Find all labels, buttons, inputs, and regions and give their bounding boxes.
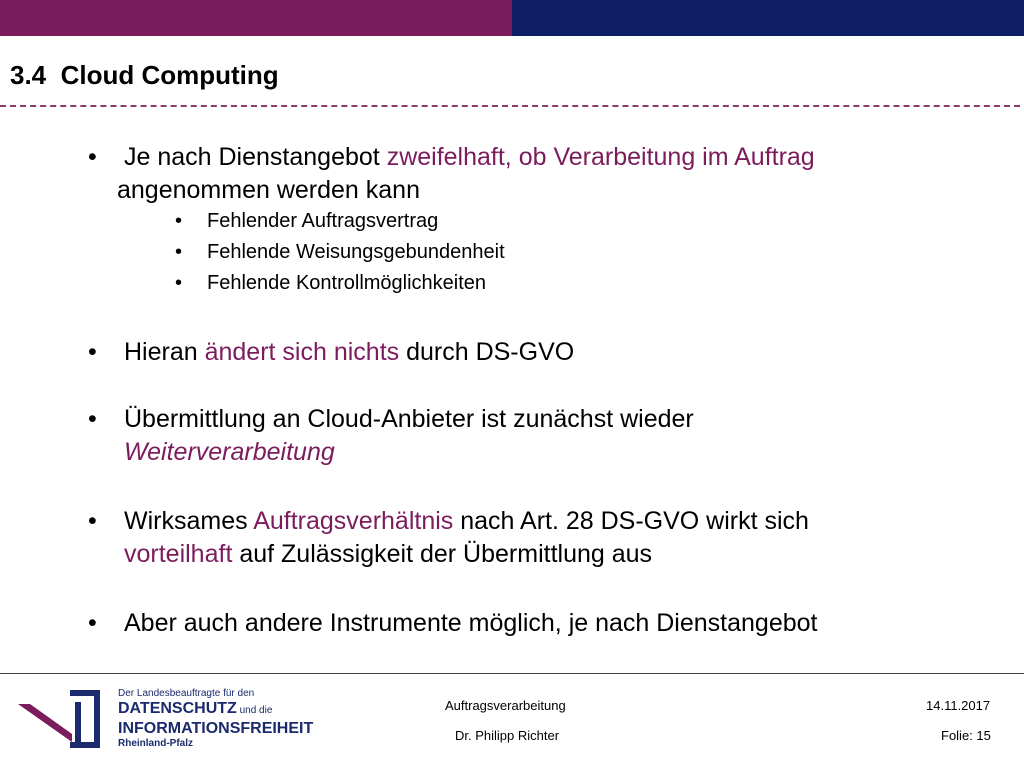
logo-line-informationsfreiheit: INFORMATIONSFREIHEIT [118, 720, 314, 737]
footer-date: 14.11.2017 [926, 698, 991, 713]
bullet-text [117, 141, 964, 207]
bullet-text-part: Je nach Dienstangebot [124, 143, 387, 171]
bullet-text-highlight: zweifelhaft, ob Verarbeitung im Auftrag [386, 143, 815, 171]
sub-bullet-dot: • [175, 241, 183, 263]
logo-wordmark [118, 688, 313, 750]
bullet-text-part: Wirksames [124, 507, 254, 535]
bullet-text [124, 403, 964, 469]
bullet-text-part: Aber auch andere Instrumente möglich, je nach Dienstangebot [124, 609, 818, 637]
bullet-dot: • [88, 338, 97, 366]
bullet-dot: • [88, 507, 97, 535]
bullet-text [124, 505, 964, 571]
logo-line-authority: Der Landesbeauftragte für den [118, 688, 255, 699]
bullet-text-highlight: Auftragsverhältnis [253, 507, 454, 535]
bullet-dot: • [88, 143, 97, 171]
bullet-text-part: durch DS-GVO [399, 338, 575, 366]
bullet-text-highlight: vorteilhaft [124, 540, 233, 568]
bullet-dot: • [88, 405, 97, 433]
footer-slide-number: Folie: 15 [941, 728, 991, 743]
logo-datenschutz-word: DATENSCHUTZ [118, 700, 237, 717]
bullet-text-part: Hieran [124, 338, 205, 366]
header-bar-navy [512, 0, 1024, 36]
sub-bullet-text: Fehlende Weisungsgebundenheit [207, 241, 505, 263]
footer-topic: Auftragsverarbeitung [445, 698, 566, 713]
bullet-text [124, 607, 964, 640]
logo-line-state: Rheinland-Pfalz [118, 738, 194, 749]
slide-title: 3.4 Cloud Computing [10, 60, 279, 90]
bullet-text-part: angenommen werden kann [117, 176, 420, 204]
header-bar-purple [0, 0, 512, 36]
bullet-text-highlight: ändert sich nichts [204, 338, 400, 366]
footer-author: Dr. Philipp Richter [455, 728, 560, 743]
bullet-text-part: nach Art. 28 DS-GVO wirkt sich [453, 507, 809, 535]
bullet-text [124, 336, 964, 369]
logo-line-datenschutz [118, 700, 313, 720]
title-divider [0, 105, 1020, 107]
bullet-text-part: auf Zulässigkeit der Übermittlung aus [232, 540, 653, 568]
bullet-text-highlight: Weiterverarbeitung [124, 438, 335, 466]
bullet-dot: • [88, 609, 97, 637]
sub-bullet-dot: • [175, 210, 183, 232]
sub-bullet-dot: • [175, 272, 183, 294]
logo-und-die: und die [236, 705, 273, 716]
sub-bullet-text: Fehlender Auftragsvertrag [207, 210, 439, 232]
bullet-text-part: Übermittlung an Cloud-Anbieter ist zunächst wieder [124, 405, 694, 433]
sub-bullet-text: Fehlende Kontrollmöglichkeiten [207, 272, 487, 294]
footer-divider [0, 673, 1024, 674]
